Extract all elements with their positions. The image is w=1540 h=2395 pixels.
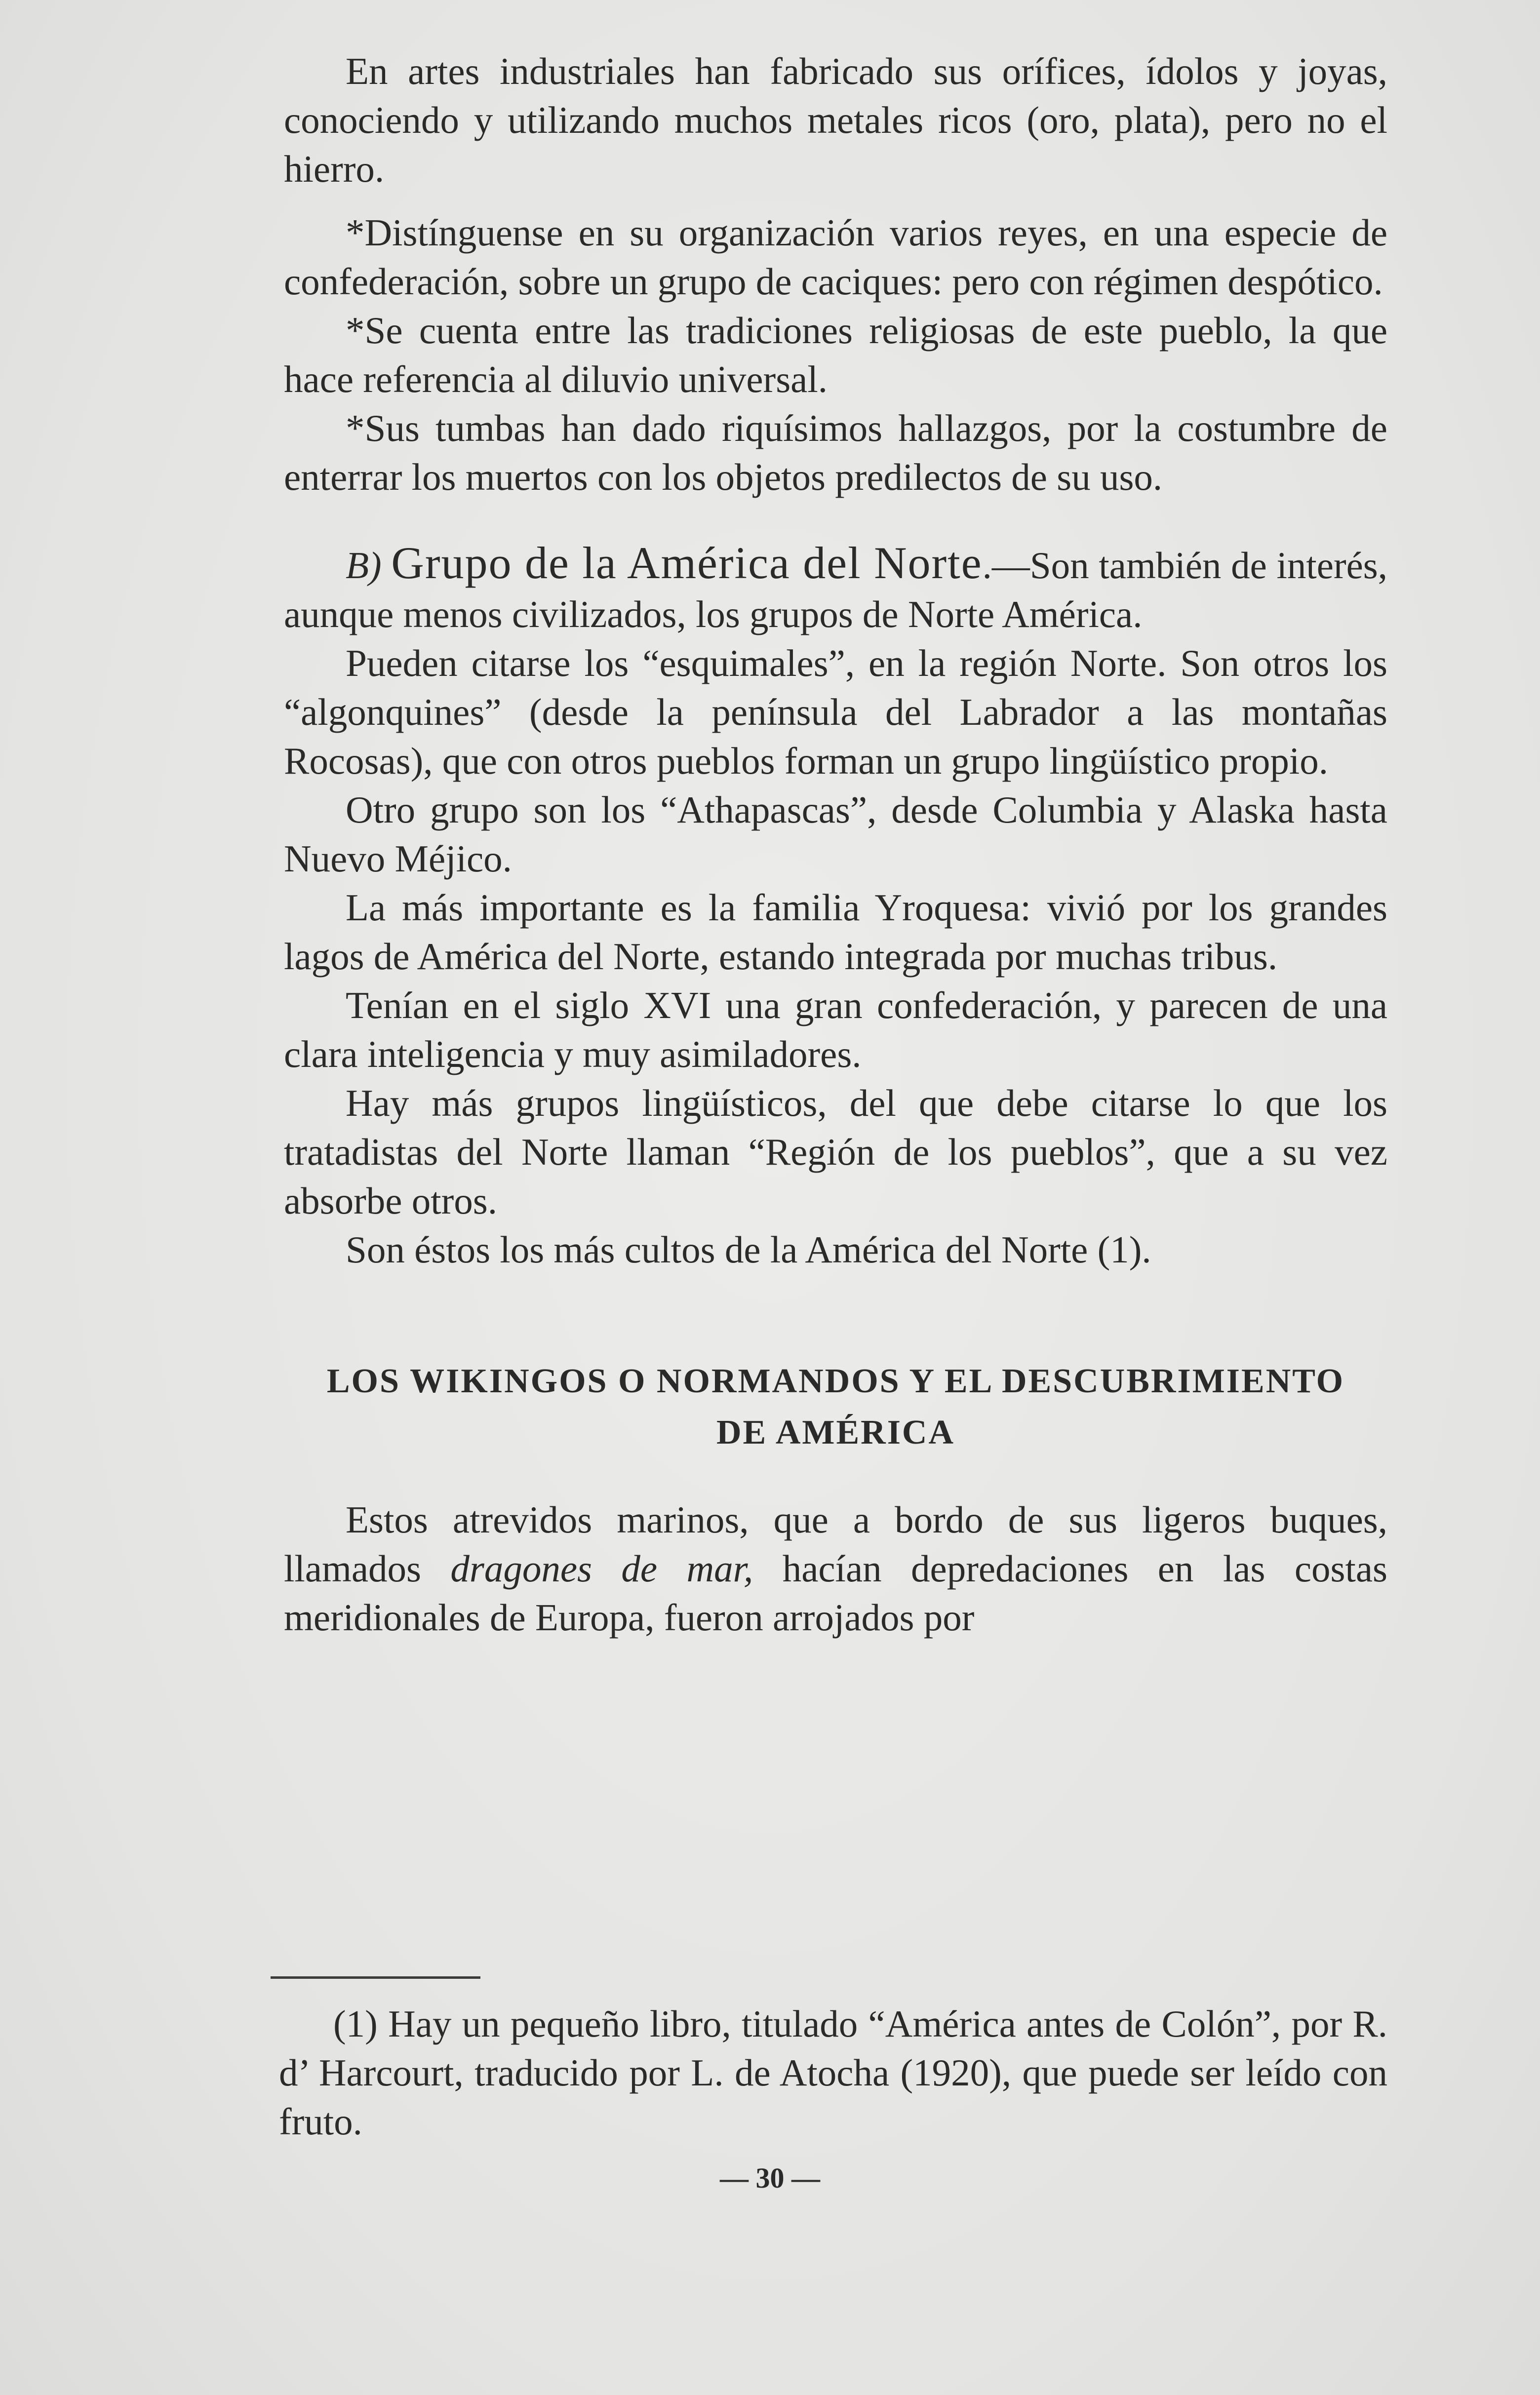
paragraph-tombs: *Sus tumbas han dado riquísimos hallazgos, por la costumbre de enterrar los muertos con los objetos predilectos de su uso.: [284, 407, 1387, 498]
paragraph-vikings: [284, 1495, 1387, 1642]
section-b-text: .—Son también de interés, aunque menos civilizados, los grupos de Norte América.: [284, 544, 1388, 635]
vikings-text-after: hacían depredaciones en las costas meridionales de Europa, fueron arrojados por: [284, 1547, 1387, 1639]
paragraph-yroquesa: La más importante es la familia Yroquesa: vivió por los grandes lagos de América del Norte, estando integrada por muchas tribus.: [284, 886, 1387, 978]
section-title: Grupo de la América del Norte: [391, 538, 983, 588]
footnote-rule: [271, 1976, 480, 1979]
paragraph-most-cultured: Son éstos los más cultos de la América del Norte (1).: [346, 1228, 1151, 1271]
vikings-text-before: Estos atrevidos marinos, que a bordo de sus ligeros buques, llamados: [284, 1498, 1387, 1590]
paragraph-organization: *Distínguense en su organización varios reyes, en una especie de confederación, sobre un grupo de caciques: pero con régimen despótico.: [284, 211, 1387, 303]
vikings-italic-term: dragones de mar,: [450, 1547, 753, 1590]
footnote: (1) Hay un pequeño libro, titulado “América antes de Colón”, por R. d’ Harcourt, traducido por L. de Atocha (1920), que puede ser leído con fruto.: [279, 2002, 1387, 2143]
paragraph-religious-traditions: *Se cuenta entre las tradiciones religiosas de este pueblo, la que hace referencia al diluvio universal.: [284, 309, 1387, 400]
section-label: B): [346, 544, 382, 587]
paragraph-athapascas: Otro grupo son los “Athapascas”, desde Columbia y Alaska hasta Nuevo Méjico.: [284, 788, 1387, 880]
page-number: — 30 —: [720, 2162, 820, 2194]
paragraph-linguistic-groups: Hay más grupos lingüísticos, del que debe citarse lo que los tratadistas del Norte llaman “Región de los pueblos”, que a su vez absorbe otros.: [284, 1082, 1387, 1222]
body-text: [284, 47, 1387, 1642]
section-b-intro: [284, 539, 1387, 639]
paragraph-eskimos: Pueden citarse los “esquimales”, en la región Norte. Son otros los “algonquines” (desde la península del Labrador a las montañas Rocosas), que con otros pueblos forman un grupo lingüístico propio.: [284, 642, 1387, 782]
paragraph-industrial-arts: En artes industriales han fabricado sus orífices, ídolos y joyas, conociendo y utilizando muchos metales ricos (oro, plata), pero no el hierro.: [284, 50, 1387, 190]
section-heading: LOS WIKINGOS O NORMANDOS Y EL DESCUBRIMIENTO DE AMÉRICA: [326, 1362, 1345, 1452]
paragraph-confederation: Tenían en el siglo XVI una gran confederación, y parecen de una clara inteligencia y muy asimiladores.: [284, 984, 1387, 1075]
